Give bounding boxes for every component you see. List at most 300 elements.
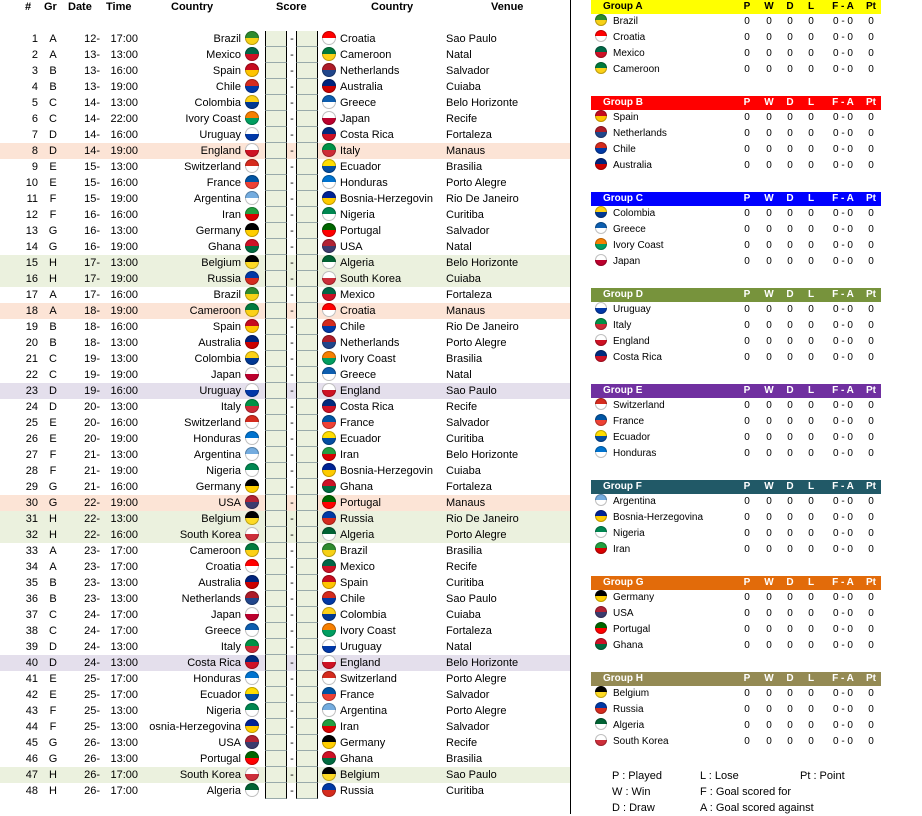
away-team: Cameroon xyxy=(340,49,392,61)
away-score-input[interactable] xyxy=(296,255,318,271)
standing-row xyxy=(591,126,881,142)
match-number: 43 xyxy=(25,705,38,717)
home-score-input[interactable] xyxy=(265,191,287,207)
column-d: D xyxy=(786,289,794,300)
stat-w: 0 xyxy=(766,432,772,443)
score-separator: - xyxy=(290,609,294,621)
away-flag-icon xyxy=(322,559,336,573)
home-score-input[interactable] xyxy=(265,127,287,143)
away-team: England xyxy=(340,657,381,669)
stat-pt: 0 xyxy=(868,544,874,555)
column-w: W xyxy=(764,577,774,588)
stat-p: 0 xyxy=(744,224,750,235)
away-team: Ivory Coast xyxy=(340,353,396,365)
home-score-input[interactable] xyxy=(265,271,287,287)
match-group: A xyxy=(49,561,57,573)
away-score-input[interactable] xyxy=(296,351,318,367)
stat-pt: 0 xyxy=(868,400,874,411)
team-name: Argentina xyxy=(613,496,656,507)
home-score-input[interactable] xyxy=(265,303,287,319)
home-score-input[interactable] xyxy=(265,239,287,255)
venue: Brasilia xyxy=(446,353,483,365)
score-separator: - xyxy=(290,177,294,189)
away-score-input[interactable] xyxy=(296,415,318,431)
away-score-input[interactable] xyxy=(296,367,318,383)
match-row xyxy=(0,767,570,783)
away-team: Mexico xyxy=(340,561,375,573)
away-score-input[interactable] xyxy=(296,767,318,783)
match-time: 17:00 xyxy=(110,545,138,557)
away-score-input[interactable] xyxy=(296,143,318,159)
score-separator: - xyxy=(290,113,294,125)
stat-l: 0 xyxy=(808,256,814,267)
match-group: G xyxy=(48,737,58,749)
stat-pt: 0 xyxy=(868,528,874,539)
match-number: 24 xyxy=(25,401,38,413)
match-group: F xyxy=(49,705,57,717)
score-separator: - xyxy=(290,161,294,173)
away-score-input[interactable] xyxy=(296,111,318,127)
home-score-input[interactable] xyxy=(265,287,287,303)
score-separator: - xyxy=(290,385,294,397)
legend-row xyxy=(612,768,882,784)
header-score: Score xyxy=(276,1,307,13)
score-separator: - xyxy=(290,593,294,605)
match-time: 13:00 xyxy=(110,353,138,365)
stat-p: 0 xyxy=(744,256,750,267)
away-team: Costa Rica xyxy=(340,129,394,141)
venue: Natal xyxy=(446,369,472,381)
away-team: Bosnia-Herzegovin xyxy=(340,193,433,205)
match-date: 22- xyxy=(84,497,100,509)
team-flag-icon xyxy=(595,590,607,602)
home-team: Germany xyxy=(195,225,241,237)
away-score-input[interactable] xyxy=(296,783,318,799)
team-name: Uruguay xyxy=(613,304,651,315)
away-flag-icon xyxy=(322,607,336,621)
home-score-input[interactable] xyxy=(265,207,287,223)
stat-p: 0 xyxy=(744,608,750,619)
column-w: W xyxy=(764,289,774,300)
home-score-input[interactable] xyxy=(265,527,287,543)
stat-w: 0 xyxy=(766,496,772,507)
match-number: 16 xyxy=(25,273,38,285)
away-score-input[interactable] xyxy=(296,623,318,639)
home-team: Colombia xyxy=(194,97,241,109)
stat-d: 0 xyxy=(787,592,793,603)
home-team: Argentina xyxy=(193,193,241,205)
stat-d: 0 xyxy=(787,64,793,75)
stat-d: 0 xyxy=(787,432,793,443)
match-time: 13:00 xyxy=(110,721,138,733)
home-score-input[interactable] xyxy=(265,479,287,495)
away-score-input[interactable] xyxy=(296,559,318,575)
away-score-input[interactable] xyxy=(296,79,318,95)
match-time: 17:00 xyxy=(110,561,138,573)
stat-fa: 0 - 0 xyxy=(832,320,853,331)
group-table xyxy=(591,192,881,270)
stat-p: 0 xyxy=(744,48,750,59)
away-score-input[interactable] xyxy=(296,639,318,655)
away-score-input[interactable] xyxy=(296,175,318,191)
match-date: 20- xyxy=(84,433,100,445)
home-flag-icon xyxy=(245,719,259,733)
home-flag-icon xyxy=(245,575,259,589)
standing-row xyxy=(591,254,881,270)
home-score-input[interactable] xyxy=(265,655,287,671)
group-table xyxy=(591,576,881,654)
away-flag-icon xyxy=(322,335,336,349)
home-flag-icon xyxy=(245,687,259,701)
match-date: 19- xyxy=(84,353,100,365)
venue: Rio De Janeiro xyxy=(446,193,519,205)
team-flag-icon xyxy=(595,142,607,154)
stat-l: 0 xyxy=(808,320,814,331)
stat-p: 0 xyxy=(744,640,750,651)
away-team: South Korea xyxy=(340,273,402,285)
home-score-input[interactable] xyxy=(265,623,287,639)
away-team: Netherlands xyxy=(340,337,400,349)
match-group: D xyxy=(49,641,57,653)
match-time: 13:00 xyxy=(110,257,138,269)
stat-l: 0 xyxy=(808,448,814,459)
home-score-input[interactable] xyxy=(265,687,287,703)
home-score-input[interactable] xyxy=(265,543,287,559)
team-name: Netherlands xyxy=(613,128,667,139)
home-score-input[interactable] xyxy=(265,159,287,175)
home-score-input[interactable] xyxy=(265,511,287,527)
venue: Brasilia xyxy=(446,753,483,765)
stat-p: 0 xyxy=(744,624,750,635)
home-flag-icon xyxy=(245,735,259,749)
stat-w: 0 xyxy=(766,400,772,411)
away-score-input[interactable] xyxy=(296,271,318,287)
away-score-input[interactable] xyxy=(296,687,318,703)
away-score-input[interactable] xyxy=(296,527,318,543)
stat-fa: 0 - 0 xyxy=(832,336,853,347)
match-date: 21- xyxy=(84,481,100,493)
standing-row xyxy=(591,142,881,158)
column-fa: F - A xyxy=(832,1,854,12)
stat-l: 0 xyxy=(808,64,814,75)
home-flag-icon xyxy=(245,495,259,509)
stat-l: 0 xyxy=(808,224,814,235)
home-flag-icon xyxy=(245,111,259,125)
column-d: D xyxy=(786,577,794,588)
venue: Salvador xyxy=(446,65,490,77)
team-name: Colombia xyxy=(613,208,656,219)
match-group: G xyxy=(48,241,58,253)
match-date: 21- xyxy=(84,449,100,461)
team-flag-icon xyxy=(595,638,607,650)
away-score-input[interactable] xyxy=(296,335,318,351)
away-score-input[interactable] xyxy=(296,319,318,335)
home-score-input[interactable] xyxy=(265,639,287,655)
match-group: B xyxy=(49,577,57,589)
home-team: Iran xyxy=(222,209,241,221)
home-flag-icon xyxy=(245,591,259,605)
group-table xyxy=(591,672,881,750)
away-score-input[interactable] xyxy=(296,399,318,415)
match-row xyxy=(0,175,570,191)
venue: Fortaleza xyxy=(446,481,492,493)
away-score-input[interactable] xyxy=(296,511,318,527)
stat-w: 0 xyxy=(766,224,772,235)
score-separator: - xyxy=(290,705,294,717)
home-score-input[interactable] xyxy=(265,415,287,431)
home-flag-icon xyxy=(245,127,259,141)
match-date: 26- xyxy=(84,737,100,749)
stat-w: 0 xyxy=(766,144,772,155)
away-score-input[interactable] xyxy=(296,431,318,447)
stat-fa: 0 - 0 xyxy=(832,736,853,747)
home-score-input[interactable] xyxy=(265,319,287,335)
home-score-input[interactable] xyxy=(265,719,287,735)
home-flag-icon xyxy=(245,527,259,541)
home-flag-icon xyxy=(245,463,259,477)
venue: Curitiba xyxy=(446,433,484,445)
away-score-input[interactable] xyxy=(296,735,318,751)
home-score-input[interactable] xyxy=(265,255,287,271)
home-score-input[interactable] xyxy=(265,79,287,95)
stat-pt: 0 xyxy=(868,128,874,139)
home-score-input[interactable] xyxy=(265,671,287,687)
home-score-input[interactable] xyxy=(265,783,287,799)
standing-row xyxy=(591,494,881,510)
team-name: Croatia xyxy=(613,32,646,43)
stat-fa: 0 - 0 xyxy=(832,592,853,603)
stat-pt: 0 xyxy=(868,112,874,123)
stat-p: 0 xyxy=(744,208,750,219)
column-pt: Pt xyxy=(866,673,876,684)
home-score-input[interactable] xyxy=(265,63,287,79)
home-score-input[interactable] xyxy=(265,495,287,511)
away-team: Italy xyxy=(340,145,361,157)
away-score-input[interactable] xyxy=(296,655,318,671)
match-date: 23- xyxy=(84,577,100,589)
away-score-input[interactable] xyxy=(296,191,318,207)
score-separator: - xyxy=(290,273,294,285)
match-date: 16- xyxy=(84,225,100,237)
away-score-input[interactable] xyxy=(296,463,318,479)
away-score-input[interactable] xyxy=(296,63,318,79)
match-date: 25- xyxy=(84,673,100,685)
score-separator: - xyxy=(290,225,294,237)
team-name: South Korea xyxy=(613,736,669,747)
team-name: Brazil xyxy=(613,16,639,27)
home-team: Switzerland xyxy=(184,417,241,429)
home-score-input[interactable] xyxy=(265,751,287,767)
standing-row xyxy=(591,158,881,174)
away-score-input[interactable] xyxy=(296,223,318,239)
match-row xyxy=(0,63,570,79)
match-time: 13:00 xyxy=(110,753,138,765)
match-time: 19:00 xyxy=(110,145,138,157)
standing-row xyxy=(591,302,881,318)
match-date: 23- xyxy=(84,545,100,557)
match-time: 17:00 xyxy=(110,625,138,637)
away-team: Portugal xyxy=(340,225,381,237)
header-num: # xyxy=(25,1,32,13)
away-flag-icon xyxy=(322,63,336,77)
home-score-input[interactable] xyxy=(265,143,287,159)
home-score-input[interactable] xyxy=(265,399,287,415)
home-score-input[interactable] xyxy=(265,591,287,607)
home-score-input[interactable] xyxy=(265,367,287,383)
home-score-input[interactable] xyxy=(265,175,287,191)
match-number: 36 xyxy=(25,593,38,605)
home-score-input[interactable] xyxy=(265,47,287,63)
venue: Brasilia xyxy=(446,545,483,557)
home-score-input[interactable] xyxy=(265,383,287,399)
match-row xyxy=(0,47,570,63)
column-l: L xyxy=(807,577,815,588)
home-flag-icon xyxy=(245,303,259,317)
match-number: 1 xyxy=(31,33,38,45)
away-score-input[interactable] xyxy=(296,303,318,319)
home-score-input[interactable] xyxy=(265,463,287,479)
standing-row xyxy=(591,414,881,430)
away-score-input[interactable] xyxy=(296,607,318,623)
score-separator: - xyxy=(290,529,294,541)
home-team: Ghana xyxy=(207,241,241,253)
home-team: Ecuador xyxy=(200,689,241,701)
home-score-input[interactable] xyxy=(265,703,287,719)
stat-pt: 0 xyxy=(868,16,874,27)
away-flag-icon xyxy=(322,159,336,173)
match-row xyxy=(0,287,570,303)
stat-l: 0 xyxy=(808,720,814,731)
venue: Porto Alegre xyxy=(446,177,507,189)
match-row xyxy=(0,191,570,207)
away-score-input[interactable] xyxy=(296,671,318,687)
home-score-input[interactable] xyxy=(265,111,287,127)
column-w: W xyxy=(764,193,774,204)
venue: Manaus xyxy=(446,145,486,157)
away-flag-icon xyxy=(322,271,336,285)
home-score-input[interactable] xyxy=(265,607,287,623)
home-flag-icon xyxy=(245,751,259,765)
home-score-input[interactable] xyxy=(265,431,287,447)
venue: Manaus xyxy=(446,497,486,509)
match-date: 18- xyxy=(84,321,100,333)
stat-l: 0 xyxy=(808,144,814,155)
away-score-input[interactable] xyxy=(296,751,318,767)
away-flag-icon xyxy=(322,415,336,429)
away-score-input[interactable] xyxy=(296,543,318,559)
home-score-input[interactable] xyxy=(265,447,287,463)
away-score-input[interactable] xyxy=(296,127,318,143)
score-separator: - xyxy=(290,305,294,317)
home-score-input[interactable] xyxy=(265,559,287,575)
column-pt: Pt xyxy=(866,289,876,300)
stat-d: 0 xyxy=(787,144,793,155)
venue: Recife xyxy=(446,113,478,125)
away-score-input[interactable] xyxy=(296,447,318,463)
away-score-input[interactable] xyxy=(296,239,318,255)
away-flag-icon xyxy=(322,463,336,477)
home-score-input[interactable] xyxy=(265,31,287,47)
away-team: Mexico xyxy=(340,289,375,301)
match-number: 23 xyxy=(25,385,38,397)
stat-fa: 0 - 0 xyxy=(832,32,853,43)
away-flag-icon xyxy=(322,239,336,253)
standing-row xyxy=(591,110,881,126)
home-team: Belgium xyxy=(201,257,241,269)
match-time: 13:00 xyxy=(110,225,138,237)
away-score-input[interactable] xyxy=(296,703,318,719)
home-score-input[interactable] xyxy=(265,223,287,239)
match-row xyxy=(0,383,570,399)
home-score-input[interactable] xyxy=(265,95,287,111)
away-score-input[interactable] xyxy=(296,495,318,511)
score-separator: - xyxy=(290,289,294,301)
standing-row xyxy=(591,30,881,46)
away-score-input[interactable] xyxy=(296,479,318,495)
match-date: 14- xyxy=(84,145,100,157)
stat-l: 0 xyxy=(808,432,814,443)
away-score-input[interactable] xyxy=(296,95,318,111)
stat-d: 0 xyxy=(787,112,793,123)
home-flag-icon xyxy=(245,703,259,717)
stat-pt: 0 xyxy=(868,640,874,651)
stat-d: 0 xyxy=(787,16,793,27)
match-date: 14- xyxy=(84,97,100,109)
stat-d: 0 xyxy=(787,512,793,523)
match-time: 16:00 xyxy=(110,481,138,493)
away-score-input[interactable] xyxy=(296,207,318,223)
stat-p: 0 xyxy=(744,64,750,75)
match-number: 34 xyxy=(25,561,38,573)
away-score-input[interactable] xyxy=(296,383,318,399)
away-score-input[interactable] xyxy=(296,31,318,47)
score-separator: - xyxy=(290,417,294,429)
away-score-input[interactable] xyxy=(296,575,318,591)
match-number: 48 xyxy=(25,785,38,797)
home-score-input[interactable] xyxy=(265,575,287,591)
match-group: H xyxy=(49,257,57,269)
match-row xyxy=(0,719,570,735)
column-pt: Pt xyxy=(866,385,876,396)
away-score-input[interactable] xyxy=(296,47,318,63)
stat-fa: 0 - 0 xyxy=(832,512,853,523)
stat-p: 0 xyxy=(744,416,750,427)
match-time: 19:00 xyxy=(110,465,138,477)
match-time: 13:00 xyxy=(110,737,138,749)
standing-row xyxy=(591,238,881,254)
stat-d: 0 xyxy=(787,528,793,539)
team-name: Nigeria xyxy=(613,528,645,539)
home-score-input[interactable] xyxy=(265,735,287,751)
away-flag-icon xyxy=(322,223,336,237)
stat-l: 0 xyxy=(808,416,814,427)
home-score-input[interactable] xyxy=(265,351,287,367)
away-score-input[interactable] xyxy=(296,159,318,175)
away-score-input[interactable] xyxy=(296,719,318,735)
home-score-input[interactable] xyxy=(265,335,287,351)
match-number: 10 xyxy=(25,177,38,189)
home-team: Australia xyxy=(198,577,241,589)
match-row xyxy=(0,159,570,175)
match-group: B xyxy=(49,65,57,77)
away-score-input[interactable] xyxy=(296,591,318,607)
away-score-input[interactable] xyxy=(296,287,318,303)
home-score-input[interactable] xyxy=(265,767,287,783)
match-row xyxy=(0,479,570,495)
home-team: South Korea xyxy=(179,769,241,781)
match-group: H xyxy=(49,785,57,797)
home-team: Cameroon xyxy=(189,545,241,557)
